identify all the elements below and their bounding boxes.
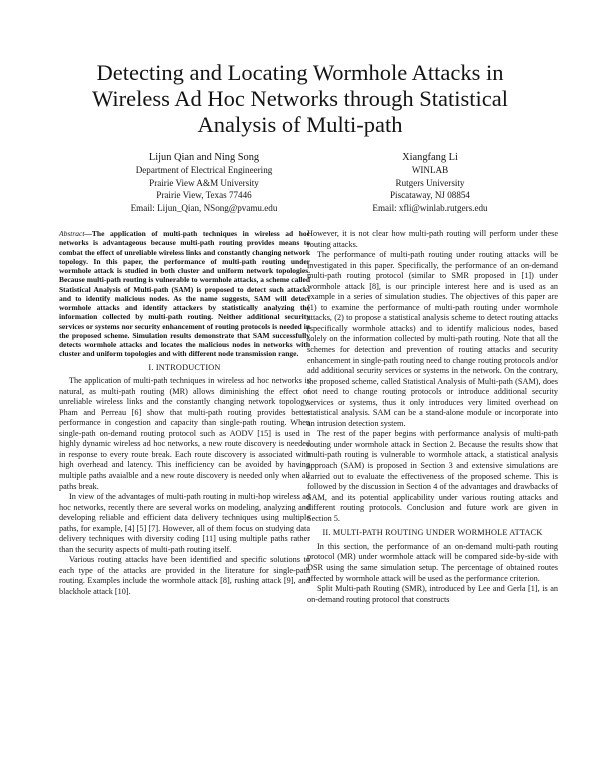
intro-paragraph-3: Various routing attacks have been identified and specific solutions to each type of the attacks are provided in the literature for single-path routing. Examples include the wormhole attack [8], rushing attack [9], and blackhole attack [10]. (59, 555, 310, 596)
author-city-2: Piscataway, NJ 08854 (390, 190, 470, 200)
title-line-3: Analysis of Multi-path (197, 112, 403, 137)
title-line-2: Wireless Ad Hoc Networks through Statistical (92, 86, 508, 111)
author-email-2: Email: xfli@winlab.rutgers.edu (372, 202, 488, 213)
section-heading-introduction: I. INTRODUCTION (148, 362, 221, 372)
author-city-1: Prairie View, Texas 77446 (156, 190, 252, 200)
paper-title (40, 60, 560, 138)
title-line-1: Detecting and Locating Wormhole Attacks in (96, 60, 504, 85)
right-column (307, 229, 558, 605)
section2-paragraph-2: Split Multi-path Routing (SMR), introduced by Lee and Gerla [1], is an on-demand routing protocol that constructs (307, 584, 558, 604)
intro-paragraph-4: However, it is not clear how multi-path routing will perform under these routing attacks. (307, 229, 558, 249)
author-univ-1: Prairie View A&M University (149, 177, 259, 188)
section2-paragraph-1: In this section, the performance of an on-demand multi-path routing protocol (MR) under wormhole attack will be compared side-by-side with DSR using the same simulation setup. The percentage of obtained routes affected by wormhole attack will be used as the performance criterion. (307, 541, 558, 583)
intro-paragraph-5: The performance of multi-path routing under routing attacks will be investigated in this paper. Specifically, the performance of an on-demand multi-path routing protocol (similar to SMR proposed in [1]) under wormhole attack [8], is our principle interest here and is used as an example in a series of simulation studies. The objectives of this paper are (1) to examine the performance of multi-path routing under wormhole attacks, (2) to propose a statistical analysis scheme to detect routing attacks (specifically wormhole attacks) and to identify malicious nodes, based solely on the information collected by multi-path routing. Note that all the schemes for detection and prevention of routing attacks and security enhancement in single-path routing need to change routing protocols and/or add additional security services or systems in the network. On the contrary, the proposed scheme, called Statistical Analysis of Multi-path (SAM), does not need to change routing protocols or introduce additional security services or systems, thus it only introduces very limited overhead on statistical analysis. SAM can be a stand-alone module or incorporate into an intrusion detection system. (307, 250, 558, 428)
author-block-1 (84, 151, 324, 214)
author-dept-1: Department of Electrical Engineering (135, 165, 273, 175)
intro-paragraph-1: The application of multi-path techniques in wireless ad hoc networks is natural, as multi-path routing (MR) allows diminishing the effect of unreliable wireless links and the constantly changing network topology. Pham and Perreau [6] show that multi-path routing provides better performance in congestion and capacity than single-path routing. When single-path on-demand routing protocol such as AODV [15] is used in highly dynamic wireless ad hoc networks, a new route discovery is needed in response to every route break. Each route discovery is associated with high overhead and latency. This inefficiency can be avoided by having multiple paths avaialble and a new route discovery is needed only when all paths break. (59, 376, 310, 491)
left-column (59, 229, 310, 598)
abstract-label: Abstract (59, 229, 85, 238)
author-block-2 (310, 151, 550, 214)
author-names-1: Lijun Qian and Ning Song (148, 152, 260, 163)
abstract (59, 229, 310, 359)
author-names-2: Xiangfang Li (402, 152, 458, 163)
section-heading-multipath: II. MULTI-PATH ROUTING UNDER WORMHOLE ATTACK (322, 528, 543, 538)
author-dept-2: WINLAB (411, 165, 449, 175)
abstract-text: —The application of multi-path techniques in wireless ad hoc networks is advantageous because multi-path routing provides means to combat the effect of unreliable wireless links and constantly changing network topology. In this paper, the performance of multi-path routing under wormhole attack is studied in both cluster and uniform network topologies. Because multi-path routing is vulnerable to wormhole attacks, a scheme called Statistical Analysis of Multi-path (SAM) is proposed to detect such attacks and to identify malicious nodes. As the name suggests, SAM will detect wormhole attacks and identify attackers by statistically analyzing the information collected by multi-path routing. Neither additional security services or systems nor security enhancement of routing protocols is needed in the proposed scheme. Simulation results demonstrate that SAM successfully detects wormhole attacks and locates the malicious nodes in networks with cluster and uniform topologies and with different node transmission range. (59, 229, 310, 359)
author-univ-2: Rutgers University (395, 177, 465, 188)
intro-paragraph-6: The rest of the paper begins with performance analysis of multi-path routing under wormhole attack in Section 2. Because the results show that multi-path routing is vulnerable to wormhole attack, a statistical analysis approach (SAM) is proposed in Section 3 and extensive simulations are carried out to evaluate the effectiveness of the proposed scheme. This is followed by the discussion in Section 4 of the advantages and drawbacks of SAM, and its potential applicability under various routing attacks and different routing protocols. Conclusion and future work are given in Section 5. (307, 429, 558, 523)
intro-paragraph-2: In view of the advantages of multi-path routing in multi-hop wireless ad hoc networks, recently there are several works on modeling, analyzing and developing reliable and efficient data delivery techniques using multiple paths, for example, [4] [5] [7]. However, all of them focus on studying data delivery techniques with diversity coding [11] using multiple paths rather than the security aspects of multi-path routing itself. (59, 492, 310, 554)
author-email-1: Email: Lijun_Qian, NSong@pvamu.edu (130, 202, 278, 213)
